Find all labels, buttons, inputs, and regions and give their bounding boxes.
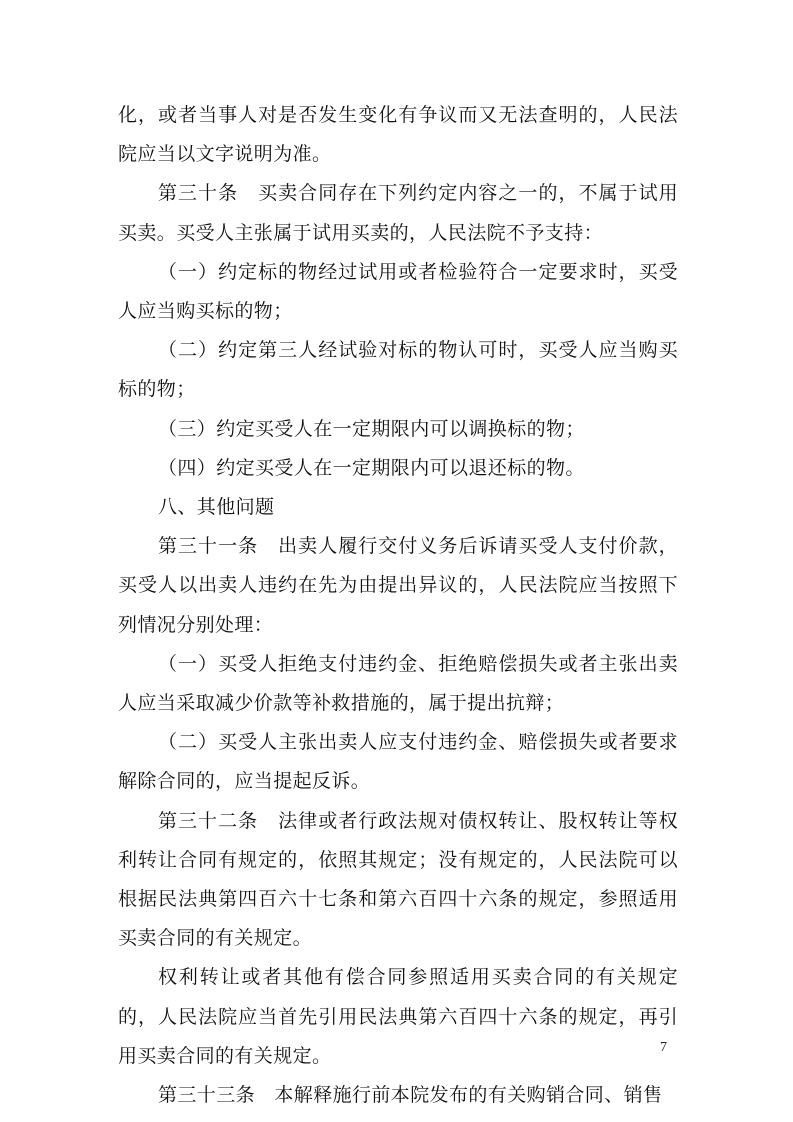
paragraph: 化，或者当事人对是否发生变化有争议而又无法查明的，人民法院应当以文字说明为准。	[118, 104, 678, 166]
list-item: （四）约定买受人在一定期限内可以退还标的物。	[158, 456, 585, 479]
page-number: 7	[660, 1040, 667, 1055]
section-heading: 八、其他问题	[158, 496, 275, 519]
list-item: （二）约定第三人经试验对标的物认可时，买受人应当购买标的物；	[118, 339, 678, 401]
paragraph: 权利转让或者其他有偿合同参照适用买卖合同的有关规定的，人民法院应当首先引用民法典第六百四十六条的规定，再引用买卖合同的有关规定。	[118, 966, 678, 1067]
article-31-paragraph: 第三十一条 出卖人履行交付义务后诉请买受人支付价款，买受人以出卖人违约在先为由提出异议的，人民法院应当按照下列情况分别处理：	[118, 535, 678, 636]
article-33-paragraph: 第三十三条 本解释施行前本院发布的有关购销合同、销售	[158, 1084, 663, 1107]
article-30-paragraph: 第三十条 买卖合同存在下列约定内容之一的，不属于试用买卖。买受人主张属于试用买卖的，人民法院不予支持：	[118, 182, 678, 244]
article-32-paragraph: 第三十二条 法律或者行政法规对债权转让、股权转让等权利转让合同有规定的，依照其规定；没有规定的，人民法院可以根据民法典第四百六十七条和第六百四十六条的规定，参照适用买卖合同的有关规定。	[118, 809, 678, 950]
list-item: （一）买受人拒绝支付违约金、拒绝赔偿损失或者主张出卖人应当采取减少价款等补救措施的，属于提出抗辩；	[118, 652, 678, 715]
list-item: （二）买受人主张出卖人应支付违约金、赔偿损失或者要求解除合同的，应当提起反诉。	[118, 731, 678, 793]
list-item: （一）约定标的物经过试用或者检验符合一定要求时，买受人应当购买标的物；	[118, 260, 678, 323]
document-body	[118, 96, 678, 1115]
list-item: （三）约定买受人在一定期限内可以调换标的物；	[158, 417, 585, 440]
